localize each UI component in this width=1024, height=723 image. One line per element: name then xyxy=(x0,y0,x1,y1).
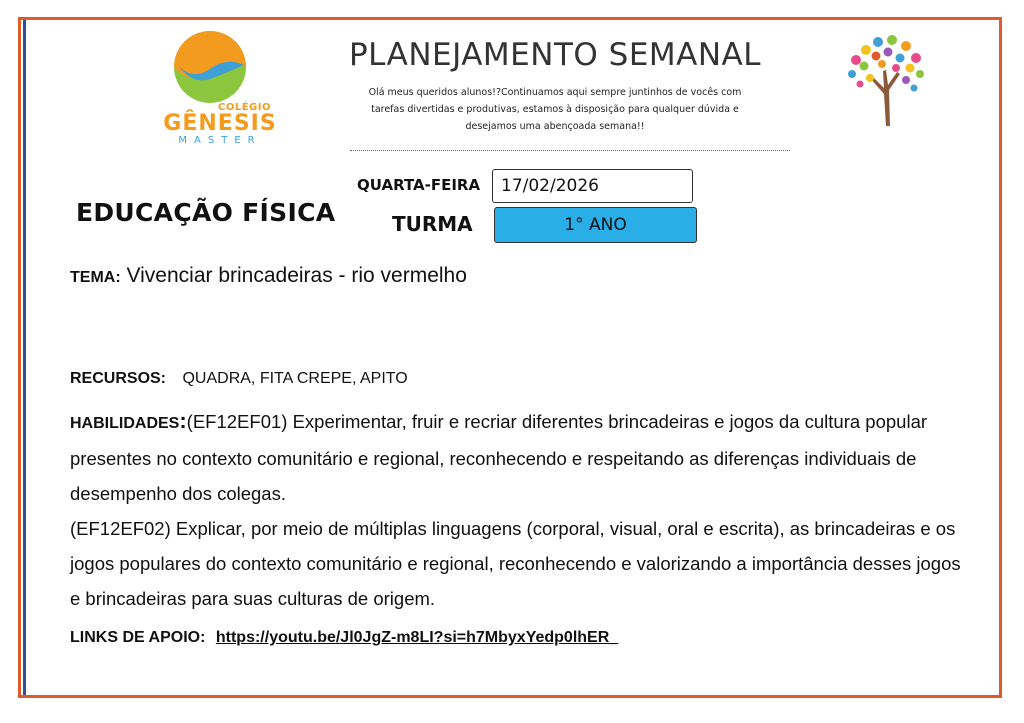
resources-value: QUADRA, FITA CREPE, APITO xyxy=(182,370,408,387)
class-value-badge: 1° ANO xyxy=(494,207,697,243)
theme-value: Vivenciar brincadeiras - rio vermelho xyxy=(126,264,467,287)
weekday-label: QUARTA-FEIRA xyxy=(357,176,481,194)
left-accent-line xyxy=(23,20,26,695)
school-logo xyxy=(160,25,280,150)
dotted-divider xyxy=(350,150,790,151)
logo-genesis-text: GÊNESIS xyxy=(163,111,277,136)
skill-ef01 xyxy=(70,403,970,511)
class-label: TURMA xyxy=(392,212,473,236)
logo-colegio-text: COLÉGIO xyxy=(218,102,271,113)
support-links-label: LINKS DE APOIO: xyxy=(70,629,206,646)
page-title: PLANEJAMENTO SEMANAL xyxy=(348,37,762,73)
resources-label: RECURSOS: xyxy=(70,370,167,387)
colorful-tree-icon xyxy=(836,30,932,130)
theme-line xyxy=(70,264,467,288)
theme-label: TEMA: xyxy=(70,269,121,286)
skills-section xyxy=(70,403,970,616)
logo-emblem-icon xyxy=(160,25,280,105)
skill-ef02: (EF12EF02) Explicar, por meio de múltiplas linguagens (corporal, visual, oral e escrita), as brincadeiras e os jogos populares do contexto comunitário e regional, reconhecendo e valorizando a importância desses jogos e brincadeiras para suas culturas de origem. xyxy=(70,518,961,609)
support-link[interactable]: https://youtu.be/Jl0JgZ-m8LI?si=h7MbyxYedp0lhER_ xyxy=(215,629,619,646)
skill-ef01-text: (EF12EF01) Experimentar, fruir e recriar diferentes brincadeiras e jogos da cultura popular presentes no contexto comunitário e regional, reconhecendo e respeitando as diferenças individuais de desempenho dos colegas. xyxy=(70,411,928,504)
skills-colon: : xyxy=(179,408,187,433)
subject-title: EDUCAÇÃO FÍSICA xyxy=(76,198,336,227)
support-links-line xyxy=(70,629,618,647)
skills-label: HABILIDADES xyxy=(70,415,180,432)
date-field: 17/02/2026 xyxy=(492,169,693,203)
resources-line xyxy=(70,370,408,388)
welcome-message: Olá meus queridos alunos!?Continuamos aqui sempre juntinhos de vocês com tarefas divertidas e produtivas, estamos à disposição para qualquer dúvida e desejamos uma abençoada semana!! xyxy=(368,87,742,132)
logo-master-text: MASTER xyxy=(178,135,262,146)
